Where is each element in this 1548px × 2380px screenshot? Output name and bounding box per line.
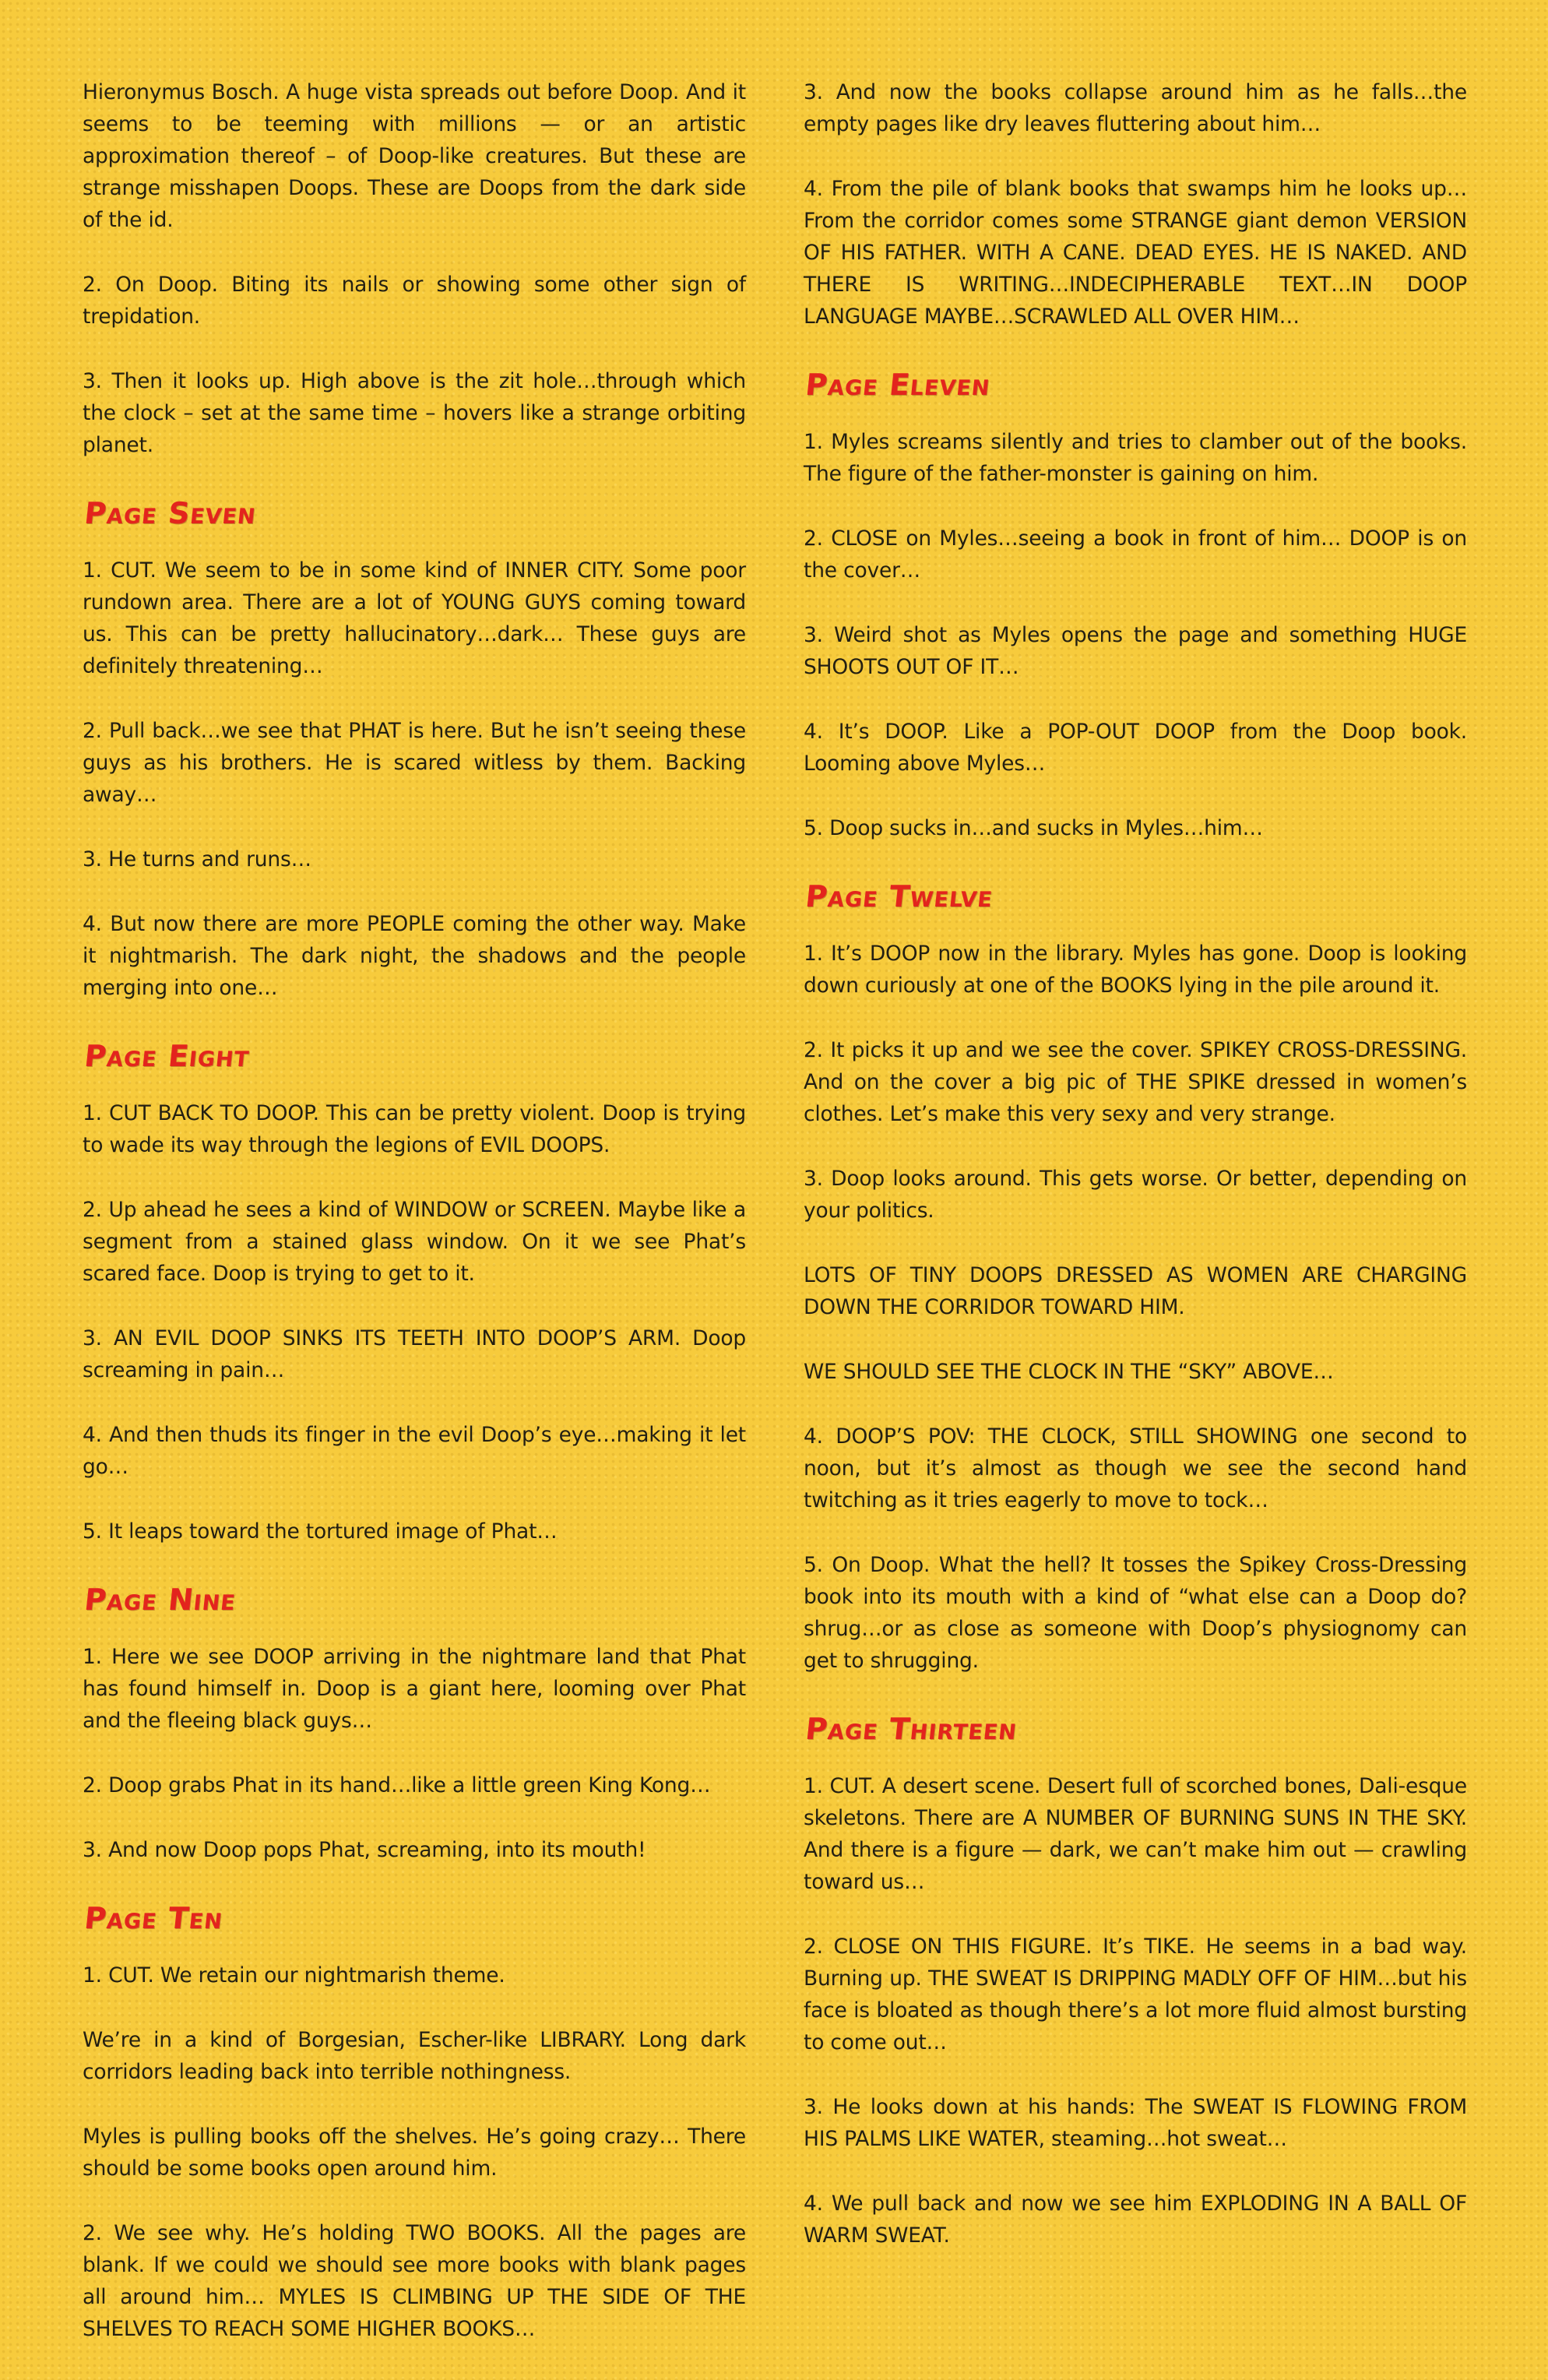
paragraph: 2. On Doop. Biting its nails or showing some other sign of trepidation. — [83, 273, 746, 329]
paragraph: Myles is pulling books off the shelves. He’s going crazy… There should be some books open around him. — [83, 2125, 746, 2181]
paragraph: 2. CLOSE ON THIS FIGURE. It’s TIKE. He seems in a bad way. Burning up. THE SWEAT IS DRIPPING MADLY OFF OF HIM…but his face is bloated as though there’s a lot more fluid almost bursting to come out… — [804, 1935, 1467, 2054]
paragraph: 2. We see why. He’s holding TWO BOOKS. All the pages are blank. If we could we should see more books with blank pages all around him… MYLES IS CLIMBING UP THE SIDE OF THE SHELVES TO REACH SOME HIGHER BOOKS… — [83, 2221, 746, 2341]
paragraph: 4. From the pile of blank books that swamps him he looks up… From the corridor comes some STRANGE giant demon VERSION OF HIS FATHER. WITH A CANE. DEAD EYES. HE IS NAKED. AND THERE IS WRITING…INDECIPHERABLE TEXT…IN DOOP LANGUAGE MAYBE…SCRAWLED ALL OVER HIM… — [804, 177, 1467, 329]
paragraph: Hieronymus Bosch. A huge vista spreads out before Doop. And it seems to be teeming with millions — or an artistic approximation thereof – of Doop-like creatures. But these are strange misshapen Doops. These are Doops from the dark side of the id. — [83, 80, 746, 232]
paragraph: 2. Pull back…we see that PHAT is here. But he isn’t seeing these guys as his brothers. He is scared witless by them. Backing away… — [83, 719, 746, 807]
paragraph: 3. Then it looks up. High above is the zit hole…through which the clock – set at the same time – hovers like a strange orbiting planet. — [83, 369, 746, 457]
paragraph: 2. Up ahead he sees a kind of WINDOW or SCREEN. Maybe like a segment from a stained glass window. On it we see Phat’s scared face. Doop is trying to get to it. — [83, 1198, 746, 1286]
paragraph: 5. Doop sucks in…and sucks in Myles…him… — [804, 816, 1263, 840]
heading-page-thirteen: Page Thirteen — [804, 1712, 1019, 1746]
paragraph: 1. CUT. We seem to be in some kind of INNER CITY. Some poor rundown area. There are a lot of YOUNG GUYS coming toward us. This can be pretty hallucinatory…dark… These guys are definitely threatening… — [83, 558, 746, 678]
paragraph: 3. He looks down at his hands: The SWEAT IS FLOWING FROM HIS PALMS LIKE WATER, steaming…hot sweat… — [804, 2095, 1467, 2151]
paragraph: 4. And then thuds its finger in the evil Doop’s eye…making it let go… — [83, 1423, 746, 1479]
paragraph: 3. And now the books collapse around him as he falls…the empty pages like dry leaves fluttering about him… — [804, 80, 1467, 136]
paragraph: 3. He turns and runs… — [83, 847, 311, 871]
paragraph: 5. On Doop. What the hell? It tosses the Spikey Cross-Dressing book into its mouth with a kind of “what else can a Doop do? shrug…or as close as someone with Doop’s physiognomy can get to shrugging. — [804, 1553, 1467, 1673]
paragraph: We’re in a kind of Borgesian, Escher-like LIBRARY. Long dark corridors leading back into terrible nothingness. — [83, 2028, 746, 2084]
heading-page-eight: Page Eight — [83, 1039, 252, 1073]
paragraph: 1. CUT. A desert scene. Desert full of scorched bones, Dali-esque skeletons. There are A NUMBER OF BURNING SUNS IN THE SKY. And there is a figure — dark, we can’t make him out — crawling toward us… — [804, 1774, 1467, 1894]
paragraph: WE SHOULD SEE THE CLOCK IN THE “SKY” ABOVE… — [804, 1360, 1334, 1384]
paragraph: 4. It’s DOOP. Like a POP-OUT DOOP from the Doop book. Looming above Myles… — [804, 720, 1467, 776]
paragraph: 3. AN EVIL DOOP SINKS ITS TEETH INTO DOOP’S ARM. Doop screaming in pain… — [83, 1326, 746, 1382]
paragraph: 3. And now Doop pops Phat, screaming, into its mouth! — [83, 1838, 646, 1862]
heading-page-eleven: Page Eleven — [804, 368, 993, 402]
heading-page-seven: Page Seven — [83, 496, 259, 530]
paragraph: 1. Here we see DOOP arriving in the nightmare land that Phat has found himself in. Doop is a giant here, looming over Phat and the fleeing black guys… — [83, 1645, 746, 1733]
left-column — [83, 76, 746, 2378]
paragraph: 2. It picks it up and we see the cover. SPIKEY CROSS-DRESSING. And on the cover a big pic of THE SPIKE dressed in women’s clothes. Let’s make this very sexy and very strange. — [804, 1038, 1467, 1126]
heading-page-twelve: Page Twelve — [804, 879, 995, 914]
paragraph: 5. It leaps toward the tortured image of Phat… — [83, 1519, 558, 1544]
heading-page-nine: Page Nine — [83, 1583, 238, 1617]
paragraph: 2. CLOSE on Myles…seeing a book in front of him… DOOP is on the cover… — [804, 526, 1467, 583]
paragraph: 4. We pull back and now we see him EXPLODING IN A BALL OF WARM SWEAT. — [804, 2192, 1467, 2248]
paragraph: 1. CUT BACK TO DOOP. This can be pretty violent. Doop is trying to wade its way through the legions of EVIL DOOPS. — [83, 1101, 746, 1157]
paragraph: 1. Myles screams silently and tries to clamber out of the books. The figure of the father-monster is gaining on him. — [804, 430, 1467, 486]
paragraph: 4. But now there are more PEOPLE coming the other way. Make it nightmarish. The dark night, the shadows and the people merging into one… — [83, 912, 746, 1000]
paragraph: 1. It’s DOOP now in the library. Myles has gone. Doop is looking down curiously at one of the BOOKS lying in the pile around it. — [804, 942, 1467, 998]
paragraph: 2. Doop grabs Phat in its hand…like a little green King Kong… — [83, 1773, 711, 1797]
paragraph: 3. Doop looks around. This gets worse. Or better, depending on your politics. — [804, 1167, 1467, 1223]
paragraph: 3. Weird shot as Myles opens the page and something HUGE SHOOTS OUT OF IT… — [804, 623, 1467, 679]
paragraph: 1. CUT. We retain our nightmarish theme. — [83, 1963, 505, 1987]
paragraph: LOTS OF TINY DOOPS DRESSED AS WOMEN ARE CHARGING DOWN THE CORRIDOR TOWARD HIM. — [804, 1263, 1467, 1319]
heading-page-ten: Page Ten — [83, 1901, 225, 1935]
paragraph: 4. DOOP’S POV: THE CLOCK, STILL SHOWING one second to noon, but it’s almost as though we see the second hand twitching as it tries eagerly to move to tock… — [804, 1424, 1467, 1512]
right-column — [804, 76, 1467, 2284]
